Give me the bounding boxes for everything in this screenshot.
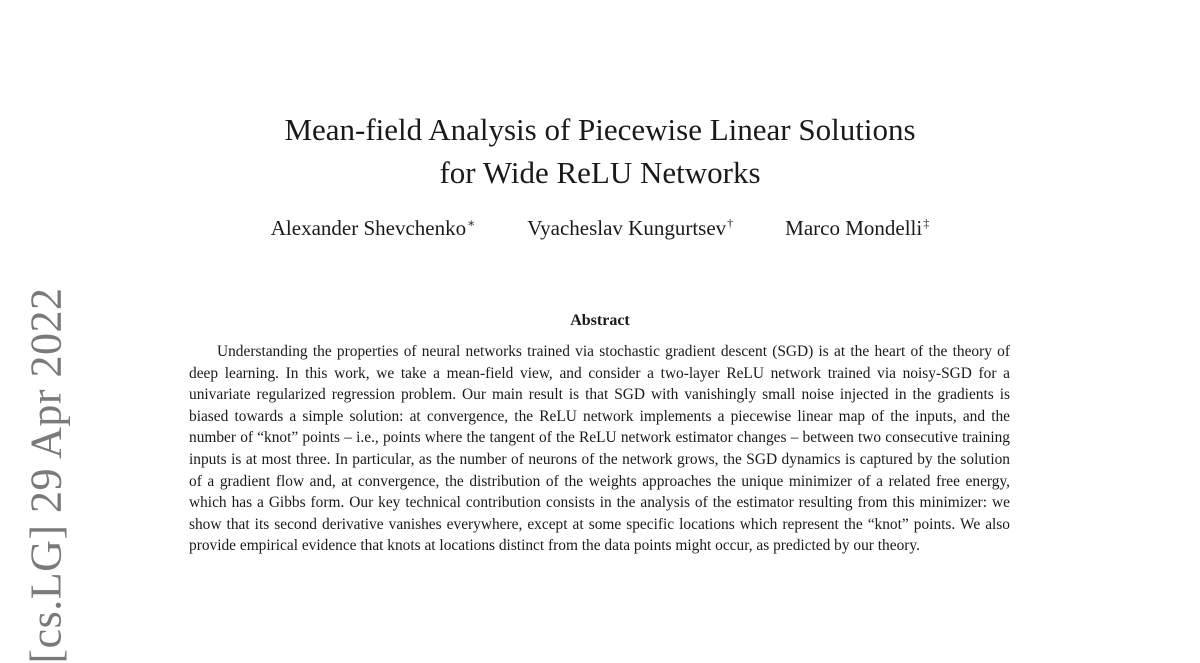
author-name: Marco Mondelli (785, 216, 923, 240)
abstract-heading: Abstract (570, 312, 630, 329)
title-line-1: Mean-field Analysis of Piecewise Linear Solutions (284, 112, 916, 147)
arxiv-margin-stamp (16, 286, 76, 663)
author-list (150, 216, 1050, 241)
author-affiliation-mark: † (727, 216, 734, 230)
author-name: Alexander Shevchenko (270, 216, 467, 240)
paper-title (150, 108, 1050, 194)
author-affiliation-mark: ∗ (467, 216, 476, 230)
title-line-2: for Wide ReLU Networks (439, 155, 761, 190)
abstract-body: Understanding the properties of neural networks trained via stochastic gradient descent (SGD) is at the heart of the theory of deep learning. In this work, we take a mean-field view, and consider a two-layer ReLU network trained via noisy-SGD for a univariate regularized regression problem. Our main result is that SGD with vanishingly small noise injected in the gradients is biased towards a simple solution: at convergence, the ReLU network implements a piecewise linear map of the inputs, and the number of “knot” points – i.e., points where the tangent of the ReLU network estimator changes – between two consecutive training inputs is at most three. In particular, as the number of neurons of the network grows, the SGD dynamics is captured by the solution of a gradient flow and, at convergence, the distribution of the weights approaches the unique minimizer of a related free energy, which has a Gibbs form. Our key technical contribution consists in the analysis of the estimator resulting from this minimizer: we show that its second derivative vanishes everywhere, except at some specific locations which represent the “knot” points. We also provide empirical evidence that knots at locations distinct from the data points might occur, as predicted by our theory. (189, 343, 1010, 555)
author-1 (271, 216, 476, 241)
arxiv-stamp-text: [cs.LG] 29 Apr 2022 (21, 286, 71, 663)
author-affiliation-mark: ‡ (923, 216, 930, 230)
author-3 (785, 216, 929, 241)
author-name: Vyacheslav Kungurtsev (527, 216, 727, 240)
author-2 (527, 216, 733, 241)
